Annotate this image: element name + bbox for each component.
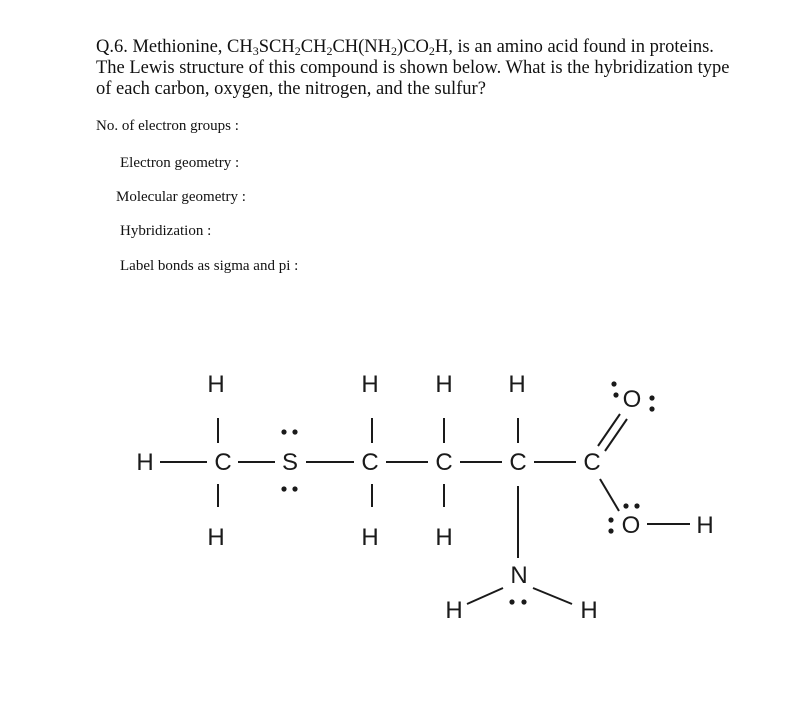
- bond-c5-o-double-1: [598, 414, 620, 446]
- bond-n-h-right: [533, 588, 572, 604]
- atom-h-n-left: H: [445, 597, 463, 624]
- lone-pair-nitrogen: [509, 599, 526, 604]
- formula-subscript: 2: [294, 44, 301, 58]
- atom-s: S: [281, 449, 299, 476]
- formula-subscript: 3: [252, 44, 259, 58]
- formula-subscript: 2: [326, 44, 333, 58]
- prompt-hybridization: Hybridization :: [120, 223, 212, 239]
- atom-c5: C: [583, 449, 601, 476]
- atom-n: N: [510, 562, 528, 589]
- prompt-molecular-geometry: Molecular geometry :: [116, 189, 246, 205]
- formula-part: H: [434, 37, 449, 57]
- atom-h-c4-top: H: [508, 371, 526, 398]
- atom-c2: C: [361, 449, 379, 476]
- formula-subscript: 2: [391, 44, 398, 58]
- atom-h-c2-top: H: [361, 371, 379, 398]
- formula-part: CH(NH: [332, 37, 392, 57]
- atom-h-c3-bottom: H: [435, 524, 453, 551]
- formula-subscript: 2: [428, 44, 435, 58]
- atom-h-c2-bottom: H: [361, 524, 379, 551]
- bond-c5-o-single: [600, 479, 619, 511]
- bond-c5-o-double-2: [605, 419, 627, 451]
- formula-part: CH: [300, 37, 327, 57]
- prompt-electron-groups: No. of electron groups :: [96, 118, 239, 134]
- atom-o-single: O: [621, 512, 641, 539]
- question-prefix: Q.6. Methionine,: [96, 37, 228, 57]
- atom-o-double: O: [622, 386, 642, 413]
- formula-part: CH: [227, 37, 253, 57]
- bond-n-h-left: [467, 588, 503, 604]
- atom-h-left: H: [136, 449, 154, 476]
- formula-part: )CO: [397, 37, 429, 57]
- atom-h-n-right: H: [580, 597, 598, 624]
- atom-h-oh: H: [696, 512, 714, 539]
- prompt-bond-labels: Label bonds as sigma and pi :: [120, 258, 299, 274]
- atom-h-c1-bottom: H: [207, 524, 225, 551]
- atom-c3: C: [435, 449, 453, 476]
- formula-part: SCH: [258, 37, 295, 57]
- prompt-electron-geometry: Electron geometry :: [120, 155, 240, 171]
- atom-c4: C: [509, 449, 527, 476]
- question-suffix: , is an amino acid found in proteins. The Lewis structure of this compound is shown below. What is the hybridization type of each carbon, oxygen, the nitrogen, and the sulfur?: [96, 37, 730, 99]
- atom-c1: C: [214, 449, 232, 476]
- atom-h-c1-top: H: [207, 371, 225, 398]
- atom-h-c3-top: H: [435, 371, 453, 398]
